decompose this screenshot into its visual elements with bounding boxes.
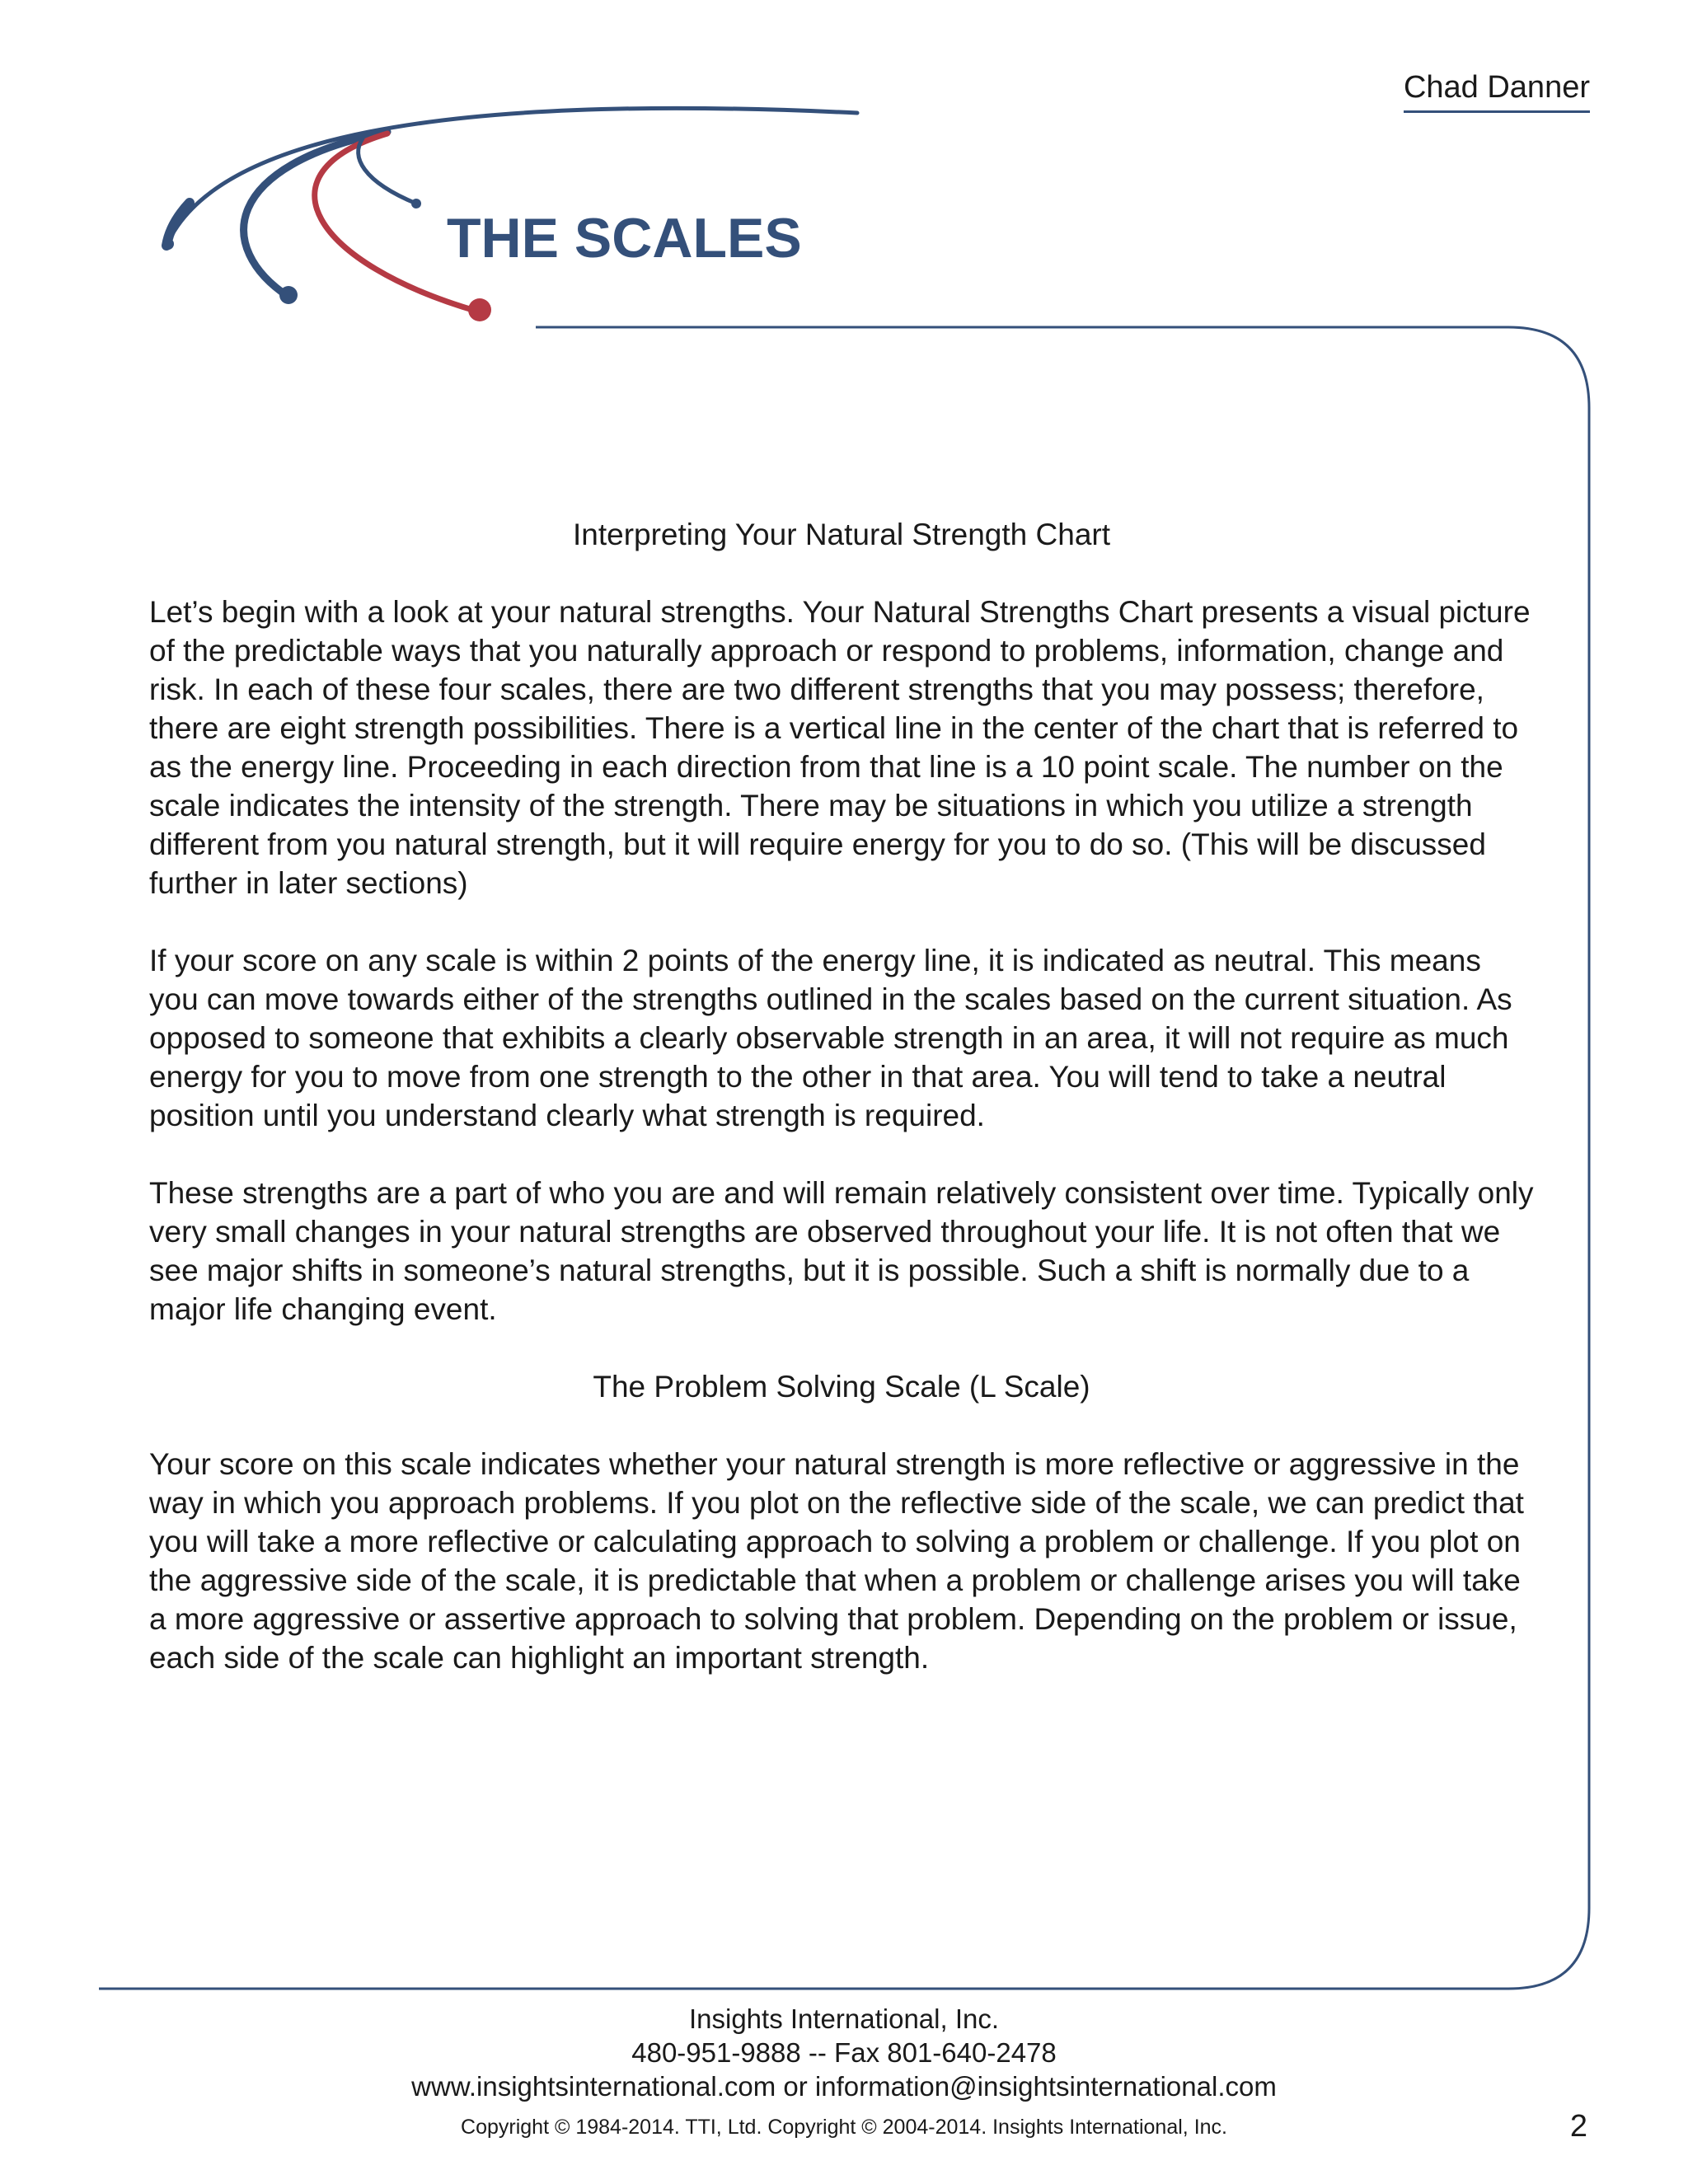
swoosh-logo-icon xyxy=(0,0,907,346)
paragraph: These strengths are a part of who you are and will remain relatively consistent over time. Typically only very small changes in your natural strengths are observed throughout your life. It is not often that we see major shifts in someone’s natural strengths, but it is possible. Such a shift is normally due to a major life changing event. xyxy=(149,1176,1534,1326)
page-number: 2 xyxy=(1569,2109,1587,2144)
section-heading-natural-strength: Interpreting Your Natural Strength Chart xyxy=(573,518,1110,551)
main-content xyxy=(149,515,1534,1716)
footer-phone: 480-951-9888 -- Fax 801-640-2478 xyxy=(631,2037,1057,2068)
footer-web-email: www.insightsinternational.com or information@insightsinternational.com xyxy=(411,2071,1277,2102)
page-title: THE SCALES xyxy=(447,207,802,269)
footer-copyright: Copyright © 1984-2014. TTI, Ltd. Copyright © 2004-2014. Insights International, Inc. xyxy=(461,2116,1227,2139)
section-heading-problem-solving: The Problem Solving Scale (L Scale) xyxy=(593,1370,1090,1404)
footer-company: Insights International, Inc. xyxy=(688,2004,1000,2034)
paragraph: If your score on any scale is within 2 points of the energy line, it is indicated as neutral. This means you can move towards either of the strengths outlined in the scales based on the current situation. As opposed to someone that exhibits a clearly observable strength in an area, it will not require as much energy for you to move from one strength to the other in that area. You will tend to take a neutral position until you understand clearly what strength is required. xyxy=(149,944,1512,1132)
report-owner-name: Chad Danner xyxy=(1404,68,1590,113)
paragraph: Let’s begin with a look at your natural strengths. Your Natural Strengths Chart presents a visual picture of the predictable ways that you naturally approach or respond to problems, information, change and risk. In each of these four scales, there are two different strengths that you may possess; therefore, there are eight strength possibilities. There is a vertical line in the center of the chart that is referred to as the energy line. Proceeding in each direction from that line is a 10 point scale. The number on the scale indicates the intensity of the strength. There may be situations in which you utilize a strength different from you natural strength, but it will require energy for you to do so. (This will be discussed further in later sections) xyxy=(149,595,1531,900)
paragraph: Your score on this scale indicates whether your natural strength is more reflective or aggressive in the way in which you approach problems. If you plot on the reflective side of the scale, we can predict that you will take a more reflective or calculating approach to solving a problem or challenge. If you plot on the aggressive side of the scale, it is predictable that when a problem or challenge arises you will take a more aggressive or assertive approach to solving that problem. Depending on the problem or issue, each side of the scale can highlight an important strength. xyxy=(149,1447,1524,1675)
